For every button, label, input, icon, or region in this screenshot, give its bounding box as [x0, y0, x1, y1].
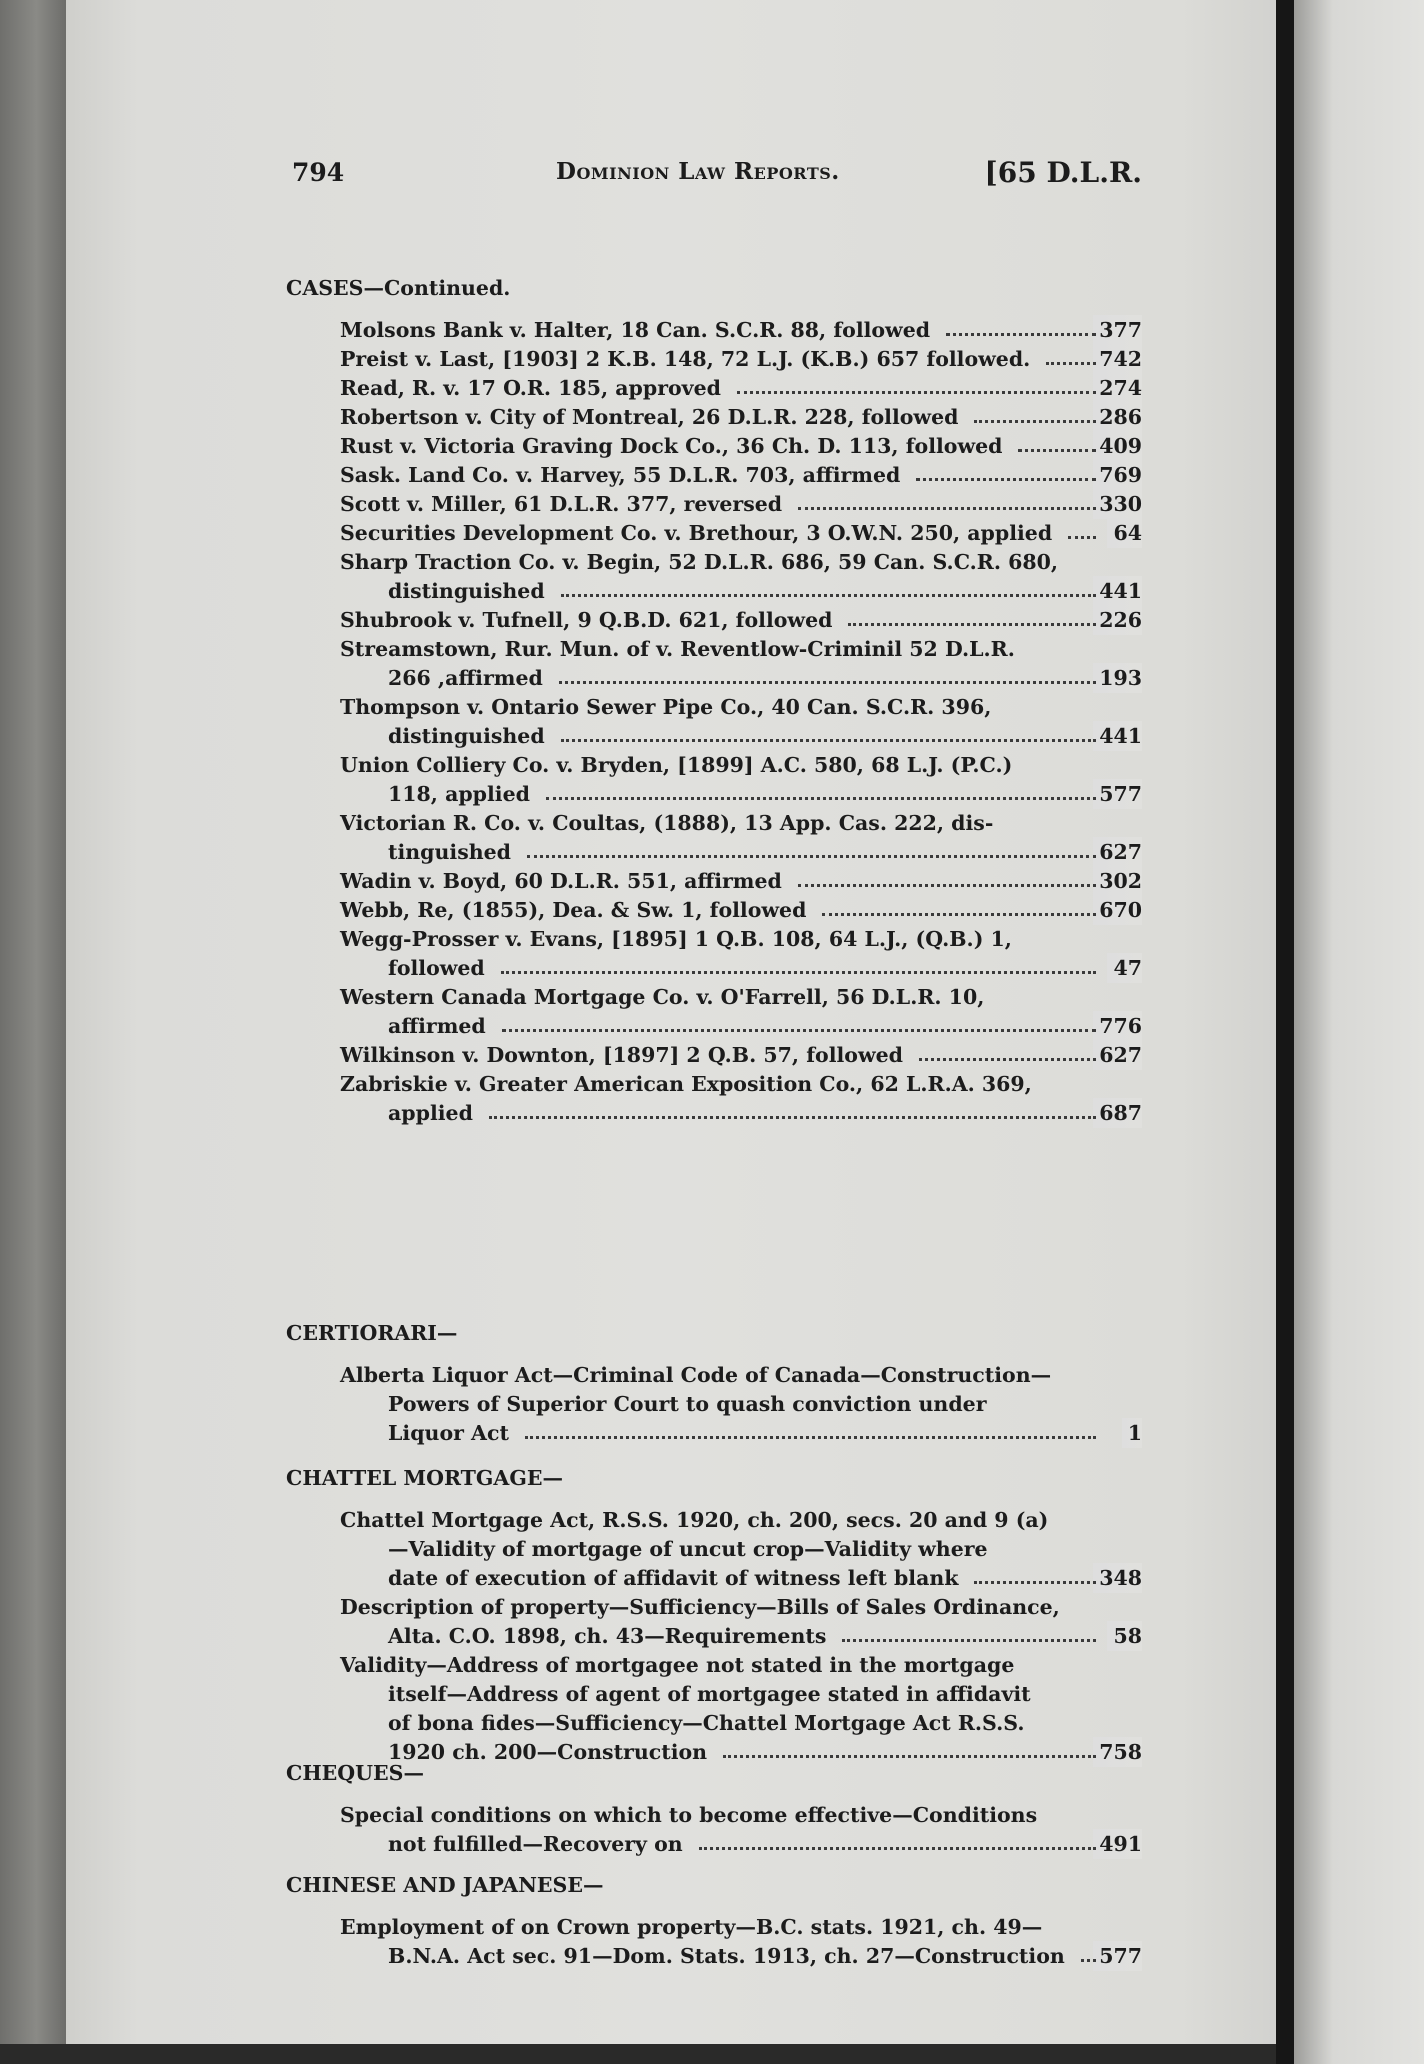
- index-line-text: not fulfilled—Recovery on: [388, 1832, 683, 1856]
- index-line: [388, 1679, 1142, 1709]
- page-reference: 47: [1107, 953, 1142, 983]
- index-line-text: Sask. Land Co. v. Harvey, 55 D.L.R. 703, affirmed: [340, 463, 901, 487]
- page-reference: 377: [1093, 315, 1142, 345]
- page-reference: 441: [1093, 576, 1142, 606]
- index-line: [340, 1912, 1142, 1942]
- index-line-text: Chattel Mortgage Act, R.S.S. 1920, ch. 200, secs. 20 and 9 (a): [340, 1508, 1049, 1532]
- index-line-text: Sharp Traction Co. v. Begin, 52 D.L.R. 686, 59 Can. S.C.R. 680,: [340, 550, 1059, 574]
- index-line: [388, 721, 1142, 751]
- index-line: [340, 1360, 1142, 1390]
- index-line-text: Union Colliery Co. v. Bryden, [1899] A.C. 580, 68 L.J. (P.C.): [340, 753, 1013, 777]
- index-line: [340, 895, 1142, 925]
- page-reference: 193: [1093, 663, 1142, 693]
- section-heading: CERTIORARI—: [286, 1321, 458, 1345]
- index-line-text: affirmed: [388, 1014, 486, 1038]
- index-line-text: Preist v. Last, [1903] 2 K.B. 148, 72 L.J. (K.B.) 657 followed.: [340, 347, 1031, 371]
- page-reference: 441: [1093, 721, 1142, 751]
- index-line: [340, 634, 1142, 664]
- page-reference: 742: [1093, 344, 1142, 374]
- index-line-text: Western Canada Mortgage Co. v. O'Farrell, 56 D.L.R. 10,: [340, 985, 985, 1009]
- index-line-text: Validity—Address of mortgagee not stated in the mortgage: [340, 1653, 1015, 1677]
- index-line-text: Liquor Act: [388, 1421, 509, 1445]
- index-line: [340, 373, 1142, 403]
- index-line-text: Wadin v. Boyd, 60 D.L.R. 551, affirmed: [340, 869, 782, 893]
- index-line: [340, 1505, 1142, 1535]
- page-reference: 226: [1093, 605, 1142, 635]
- index-line: [340, 605, 1142, 635]
- section-heading: CHINESE AND JAPANESE—: [286, 1873, 604, 1897]
- index-line: [340, 1650, 1142, 1680]
- index-line: [388, 1418, 1142, 1448]
- index-line-text: Wilkinson v. Downton, [1897] 2 Q.B. 57, followed: [340, 1043, 903, 1067]
- index-line-text: applied: [388, 1101, 473, 1125]
- index-line: [340, 1040, 1142, 1070]
- index-line-text: Molsons Bank v. Halter, 18 Can. S.C.R. 88, followed: [340, 318, 931, 342]
- index-line-text: Scott v. Miller, 61 D.L.R. 377, reversed: [340, 492, 783, 516]
- index-line-text: Alta. C.O. 1898, ch. 43—Requirements: [388, 1624, 827, 1648]
- volume-reference: [65 D.L.R.: [984, 156, 1142, 189]
- index-page: [286, 150, 1142, 1968]
- index-line: [340, 402, 1142, 432]
- page-reference: 627: [1093, 1040, 1142, 1070]
- index-line-text: Employment of on Crown property—B.C. stats. 1921, ch. 49—: [340, 1915, 1043, 1939]
- index-line: [340, 866, 1142, 896]
- index-line: [340, 460, 1142, 490]
- index-line: [388, 1389, 1142, 1419]
- index-line: [388, 1098, 1142, 1128]
- page-reference: 274: [1093, 373, 1142, 403]
- page-reference: 302: [1093, 866, 1142, 896]
- page-reference: 687: [1093, 1098, 1142, 1128]
- index-line: [388, 576, 1142, 606]
- index-line: [340, 750, 1142, 780]
- index-line: [340, 924, 1142, 954]
- page-reference: 1: [1122, 1418, 1142, 1448]
- page-reference: 58: [1107, 1621, 1142, 1651]
- index-line-text: Zabriskie v. Greater American Exposition Co., 62 L.R.A. 369,: [340, 1072, 1032, 1096]
- index-line: [340, 547, 1142, 577]
- index-line: [388, 837, 1142, 867]
- page-reference: 577: [1093, 1941, 1142, 1971]
- page-reference: 286: [1093, 402, 1142, 432]
- index-line: [340, 489, 1142, 519]
- bottom-shadow: [0, 2044, 1276, 2064]
- index-line-text: B.N.A. Act sec. 91—Dom. Stats. 1913, ch. 27—Construction: [388, 1944, 1065, 1968]
- index-line: [388, 1708, 1142, 1738]
- index-line-text: Webb, Re, (1855), Dea. & Sw. 1, followed: [340, 898, 807, 922]
- index-line-text: Read, R. v. 17 O.R. 185, approved: [340, 376, 721, 400]
- section-heading: CHATTEL MORTGAGE—: [286, 1466, 563, 1490]
- index-line: [340, 518, 1142, 548]
- section-heading: CASES—Continued.: [286, 276, 511, 300]
- page-gutter: [1276, 0, 1294, 2064]
- index-line-text: Description of property—Sufficiency—Bills of Sales Ordinance,: [340, 1595, 1060, 1619]
- index-line: [340, 344, 1142, 374]
- index-line: [340, 315, 1142, 345]
- index-line-text: Wegg-Prosser v. Evans, [1895] 1 Q.B. 108, 64 L.J., (Q.B.) 1,: [340, 927, 1012, 951]
- index-line-text: Robertson v. City of Montreal, 26 D.L.R. 228, followed: [340, 405, 959, 429]
- page-reference: 758: [1093, 1737, 1142, 1767]
- index-line-text: Shubrook v. Tufnell, 9 Q.B.D. 621, followed: [340, 608, 833, 632]
- index-line: [340, 431, 1142, 461]
- facing-page-edge: [1294, 0, 1424, 2064]
- index-line-text: 266 ,affirmed: [388, 666, 543, 690]
- index-line-text: Securities Development Co. v. Brethour, 3 O.W.N. 250, applied: [340, 521, 1053, 545]
- index-line-text: 1920 ch. 200—Construction: [388, 1740, 708, 1764]
- page-reference: 769: [1093, 460, 1142, 490]
- index-line-text: 118, applied: [388, 782, 530, 806]
- index-line: [340, 1800, 1142, 1830]
- index-line: [388, 953, 1142, 983]
- page-reference: 64: [1107, 518, 1142, 548]
- index-line-text: distinguished: [388, 579, 545, 603]
- index-line-text: Thompson v. Ontario Sewer Pipe Co., 40 Can. S.C.R. 396,: [340, 695, 992, 719]
- page-reference: 577: [1093, 779, 1142, 809]
- page-number: 794: [292, 158, 345, 187]
- index-line-text: Powers of Superior Court to quash conviction under: [388, 1392, 987, 1416]
- page-reference: 776: [1093, 1011, 1142, 1041]
- index-line: [388, 1941, 1142, 1971]
- index-line-text: Victorian R. Co. v. Coultas, (1888), 13 App. Cas. 222, dis-: [340, 811, 994, 835]
- index-line-text: date of execution of affidavit of witness left blank: [388, 1566, 959, 1590]
- index-line-text: Alberta Liquor Act—Criminal Code of Canada—Construction—: [340, 1363, 1052, 1387]
- index-line: [388, 663, 1142, 693]
- index-line: [388, 779, 1142, 809]
- index-line-text: of bona fides—Sufficiency—Chattel Mortgage Act R.S.S.: [388, 1711, 1025, 1735]
- running-head: [286, 150, 1142, 200]
- index-line: [340, 808, 1142, 838]
- index-line-text: followed: [388, 956, 485, 980]
- page-reference: 491: [1093, 1829, 1142, 1859]
- index-line: [388, 1737, 1142, 1767]
- book-spine-edge: [0, 0, 66, 2064]
- index-line: [340, 692, 1142, 722]
- index-line: [388, 1563, 1142, 1593]
- index-line-text: tinguished: [388, 840, 512, 864]
- index-line-text: itself—Address of agent of mortgagee stated in affidavit: [388, 1682, 1031, 1706]
- index-line: [340, 1069, 1142, 1099]
- index-line: [388, 1011, 1142, 1041]
- index-line: [340, 1592, 1142, 1622]
- index-line: [388, 1534, 1142, 1564]
- page-reference: 670: [1093, 895, 1142, 925]
- index-line: [388, 1829, 1142, 1859]
- index-line-text: distinguished: [388, 724, 545, 748]
- index-line-text: Special conditions on which to become effective—Conditions: [340, 1803, 1038, 1827]
- index-line-text: —Validity of mortgage of uncut crop—Validity where: [388, 1537, 988, 1561]
- page-reference: 409: [1093, 431, 1142, 461]
- index-line: [340, 982, 1142, 1012]
- page-reference: 348: [1093, 1563, 1142, 1593]
- page-reference: 627: [1093, 837, 1142, 867]
- index-line: [388, 1621, 1142, 1651]
- page-reference: 330: [1093, 489, 1142, 519]
- index-line-text: Rust v. Victoria Graving Dock Co., 36 Ch. D. 113, followed: [340, 434, 1003, 458]
- section-heading: CHEQUES—: [286, 1761, 424, 1785]
- index-line-text: Streamstown, Rur. Mun. of v. Reventlow-Criminil 52 D.L.R.: [340, 637, 1015, 661]
- running-title: Dominion Law Reports.: [556, 158, 840, 185]
